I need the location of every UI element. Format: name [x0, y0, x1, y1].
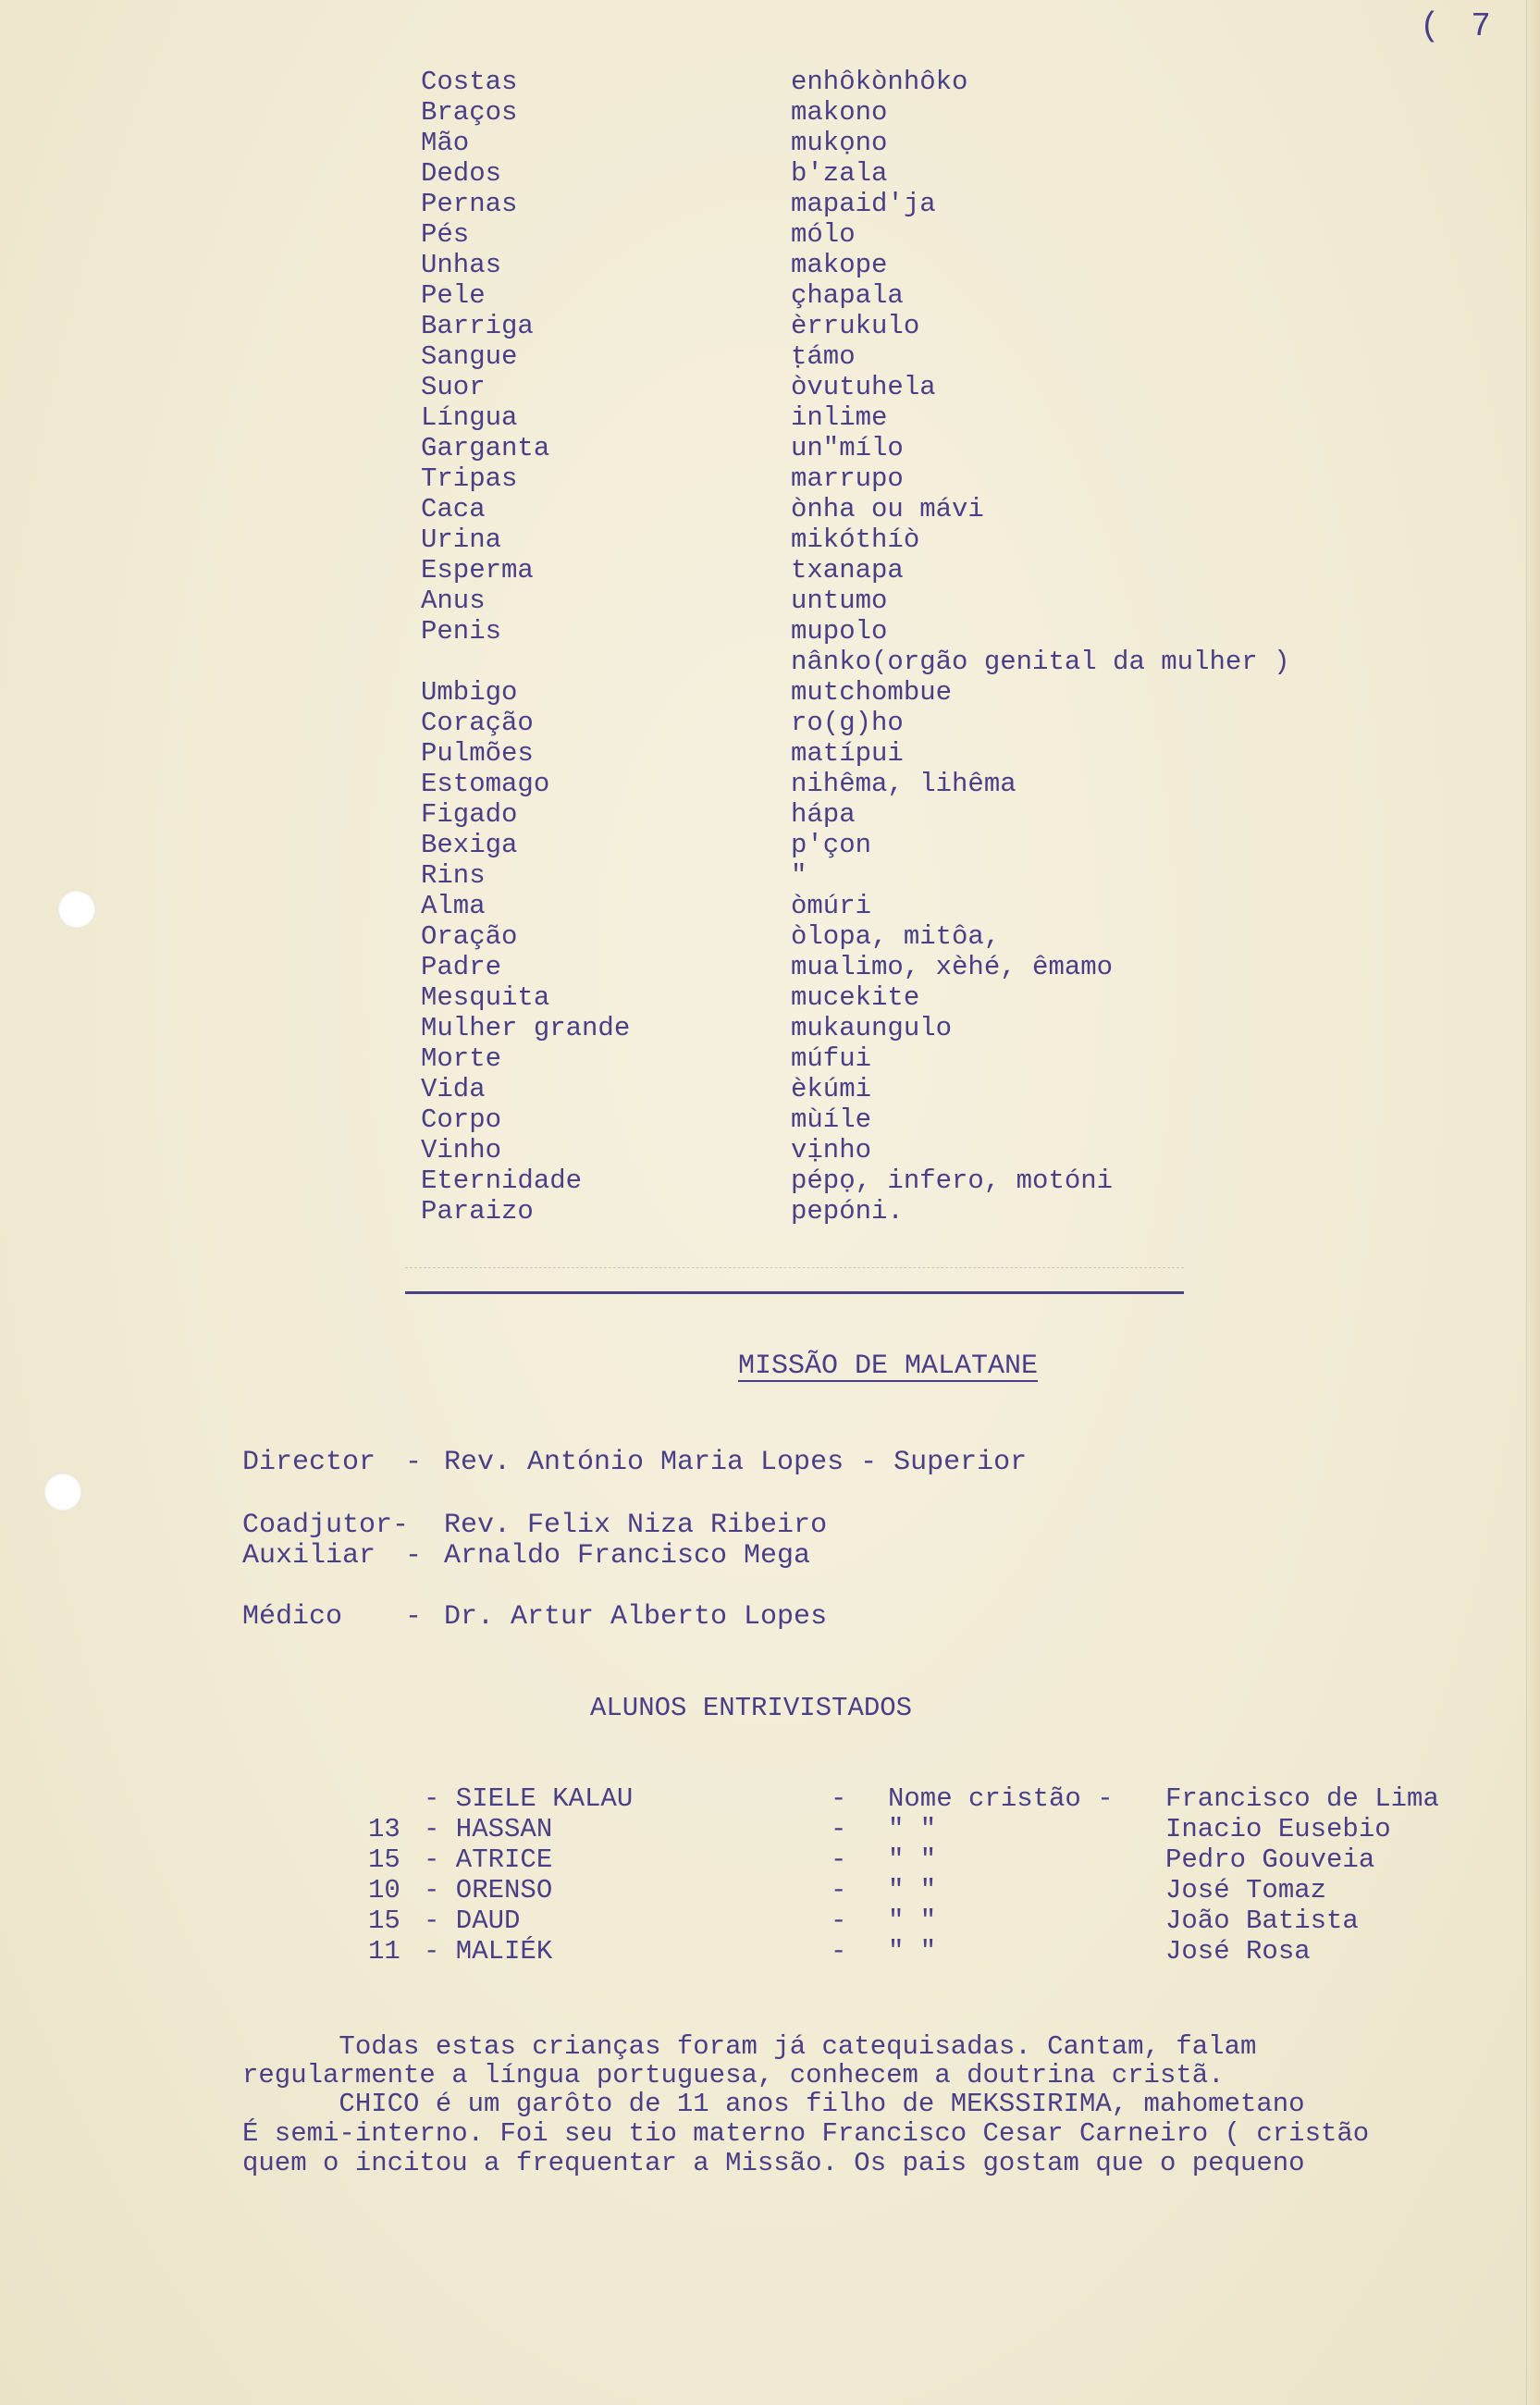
staff-role: Coadjutor-: [242, 1510, 410, 1541]
staff-separator: -: [405, 1601, 423, 1633]
vocab-local: p'çon: [791, 830, 872, 860]
student-name: - DAUD: [424, 1906, 521, 1936]
student-age: 10: [368, 1875, 400, 1906]
vocab-portuguese: Padre: [421, 952, 502, 982]
vocab-local: múfui: [791, 1043, 872, 1074]
student-dash: -: [831, 1844, 847, 1875]
student-name: - SIELE KALAU: [424, 1783, 634, 1814]
student-dash: -: [831, 1906, 847, 1936]
vocab-local: nihêma, lihêma: [791, 769, 1016, 799]
staff-separator: -: [405, 1540, 423, 1572]
vocab-portuguese: Alma: [421, 891, 486, 921]
student-age: 11: [368, 1936, 400, 1967]
punch-hole-top: [57, 890, 96, 929]
vocab-local: pepóni.: [791, 1196, 904, 1227]
student-label: " ": [888, 1875, 937, 1906]
vocab-local: mólo: [791, 219, 856, 250]
staff-name: Rev. Felix Niza Ribeiro: [444, 1510, 828, 1541]
vocab-portuguese: Penis: [421, 616, 502, 647]
students-heading: ALUNOS ENTRIVISTADOS: [590, 1693, 913, 1723]
student-label: " ": [888, 1936, 937, 1967]
vocab-local: marrupo: [791, 463, 904, 494]
vocab-local: ònha ou mávi: [791, 494, 984, 524]
vocab-local: ṭámo: [791, 341, 856, 372]
vocab-portuguese: Costas: [421, 67, 518, 97]
vocab-portuguese: Mulher grande: [421, 1013, 631, 1043]
paragraph-line: Todas estas crianças foram já catequisadas. Cantam, falam: [242, 2031, 1257, 2062]
paragraph-line: regularmente a língua portuguesa, conhecem a doutrina cristã.: [242, 2060, 1225, 2090]
vocab-portuguese: Oração: [421, 921, 518, 952]
vocab-portuguese: Pele: [421, 280, 486, 311]
mission-title: MISSÃO DE MALATANE: [738, 1350, 1039, 1382]
student-christian-name: João Batista: [1165, 1906, 1359, 1936]
vocab-local: çhapala: [791, 280, 904, 311]
vocab-local: mupolo: [791, 616, 888, 647]
student-christian-name: Pedro Gouveia: [1165, 1844, 1375, 1875]
vocab-portuguese: Mão: [421, 128, 470, 158]
student-dash: -: [831, 1936, 847, 1967]
vocab-local: vịnho: [791, 1135, 872, 1166]
punch-hole-bottom: [43, 1473, 82, 1511]
vocab-portuguese: Pernas: [421, 189, 518, 219]
vocab-local: inlime: [791, 402, 888, 433]
student-label: " ": [888, 1906, 937, 1936]
student-age: 13: [368, 1814, 400, 1844]
vocab-local: nânko(orgão genital da mulher ): [791, 647, 1290, 677]
vocab-local: mutchombue: [791, 677, 953, 708]
student-name: - ORENSO: [424, 1875, 553, 1906]
vocab-local: makope: [791, 250, 888, 280]
staff-role: Director: [242, 1447, 376, 1478]
vocab-local: enhôkònhôko: [791, 67, 968, 97]
vocab-local: ro(g)ho: [791, 708, 904, 738]
student-christian-name: José Tomaz: [1165, 1875, 1327, 1906]
vocab-local: òlopa, mitôa,: [791, 921, 1001, 952]
student-dash: -: [831, 1875, 847, 1906]
vocab-local: txanapa: [791, 555, 904, 586]
vocab-local: b'zala: [791, 158, 888, 189]
vocab-local: mukọno: [791, 128, 888, 158]
vocab-portuguese: Pés: [421, 219, 470, 250]
vocab-portuguese: Paraizo: [421, 1196, 534, 1227]
paragraph-line: CHICO é um garôto de 11 anos filho de MEKSSIRIMA, mahometano: [242, 2089, 1305, 2119]
student-christian-name: Francisco de Lima: [1165, 1783, 1439, 1814]
vocab-local: òmúri: [791, 891, 872, 921]
student-name: - HASSAN: [424, 1814, 553, 1844]
paragraph-line: quem o incitou a frequentar a Missão. Os pais gostam que o pequeno: [242, 2148, 1305, 2178]
student-dash: -: [831, 1783, 847, 1814]
vocab-portuguese: Corpo: [421, 1104, 502, 1135]
vocab-local: mikóthíò: [791, 524, 920, 555]
vocab-portuguese: Esperma: [421, 555, 534, 586]
vocab-portuguese: Urina: [421, 524, 502, 555]
vocab-local: èrrukulo: [791, 311, 920, 341]
page-number: ( 7: [1420, 7, 1497, 45]
vocab-portuguese: Unhas: [421, 250, 502, 280]
vocab-portuguese: Vinho: [421, 1135, 502, 1166]
staff-name: Dr. Artur Alberto Lopes: [444, 1601, 828, 1633]
student-dash: -: [831, 1814, 847, 1844]
student-christian-name: José Rosa: [1165, 1936, 1311, 1967]
student-label: " ": [888, 1844, 937, 1875]
vocab-portuguese: Coração: [421, 708, 534, 738]
vocab-portuguese: Umbigo: [421, 677, 518, 708]
vocab-portuguese: Estomago: [421, 769, 550, 799]
vocab-local: mukaungulo: [791, 1013, 953, 1043]
vocab-portuguese: Anus: [421, 586, 486, 616]
vocab-local: mùíle: [791, 1104, 872, 1135]
vocab-portuguese: Garganta: [421, 433, 550, 463]
vocab-local: òvutuhela: [791, 372, 936, 402]
vocab-local: èkúmi: [791, 1074, 872, 1104]
staff-role: Auxiliar: [242, 1540, 376, 1572]
student-name: - ATRICE: [424, 1844, 553, 1875]
vocab-local: un"mílo: [791, 433, 904, 463]
vocab-portuguese: Língua: [421, 402, 518, 433]
paper-edge: [1526, 0, 1540, 2405]
section-divider: [405, 1291, 1184, 1294]
staff-role: Médico: [242, 1601, 343, 1633]
paragraph-line: É semi-interno. Foi seu tio materno Francisco Cesar Carneiro ( cristão: [242, 2118, 1370, 2149]
vocab-local: mucekite: [791, 982, 920, 1013]
staff-name: Arnaldo Francisco Mega: [444, 1540, 811, 1572]
student-name: - MALIÉK: [424, 1936, 553, 1967]
vocab-portuguese: Vida: [421, 1074, 486, 1104]
vocab-portuguese: Suor: [421, 372, 486, 402]
vocab-portuguese: Braços: [421, 97, 518, 128]
vocab-portuguese: Morte: [421, 1043, 502, 1074]
student-age: 15: [368, 1844, 400, 1875]
vocab-portuguese: Tripas: [421, 463, 518, 494]
vocab-local: matípui: [791, 738, 904, 769]
vocab-local: hápa: [791, 799, 856, 830]
vocab-local: ": [791, 860, 807, 891]
vocab-portuguese: Figado: [421, 799, 518, 830]
vocab-local: pépọ, infero, motóni: [791, 1166, 1114, 1196]
vocab-local: untumo: [791, 586, 888, 616]
faint-rule: [405, 1267, 1184, 1268]
vocab-portuguese: Bexiga: [421, 830, 518, 860]
staff-name: Rev. António Maria Lopes - Superior: [444, 1447, 1028, 1478]
student-age: 15: [368, 1906, 400, 1936]
student-christian-name: Inacio Eusebio: [1165, 1814, 1391, 1844]
vocab-local: mualimo, xèhé, êmamo: [791, 952, 1114, 982]
vocab-local: mapaid'ja: [791, 189, 936, 219]
vocab-portuguese: Rins: [421, 860, 486, 891]
vocab-portuguese: Sangue: [421, 341, 518, 372]
vocab-portuguese: Barriga: [421, 311, 534, 341]
vocab-local: makono: [791, 97, 888, 128]
vocab-portuguese: Pulmões: [421, 738, 534, 769]
vocab-portuguese: Caca: [421, 494, 486, 524]
vocab-portuguese: Mesquita: [421, 982, 550, 1013]
student-label: " ": [888, 1814, 937, 1844]
staff-separator: -: [405, 1447, 423, 1478]
vocab-portuguese: Eternidade: [421, 1166, 583, 1196]
vocab-portuguese: Dedos: [421, 158, 502, 189]
student-label: Nome cristão -: [888, 1783, 1114, 1814]
